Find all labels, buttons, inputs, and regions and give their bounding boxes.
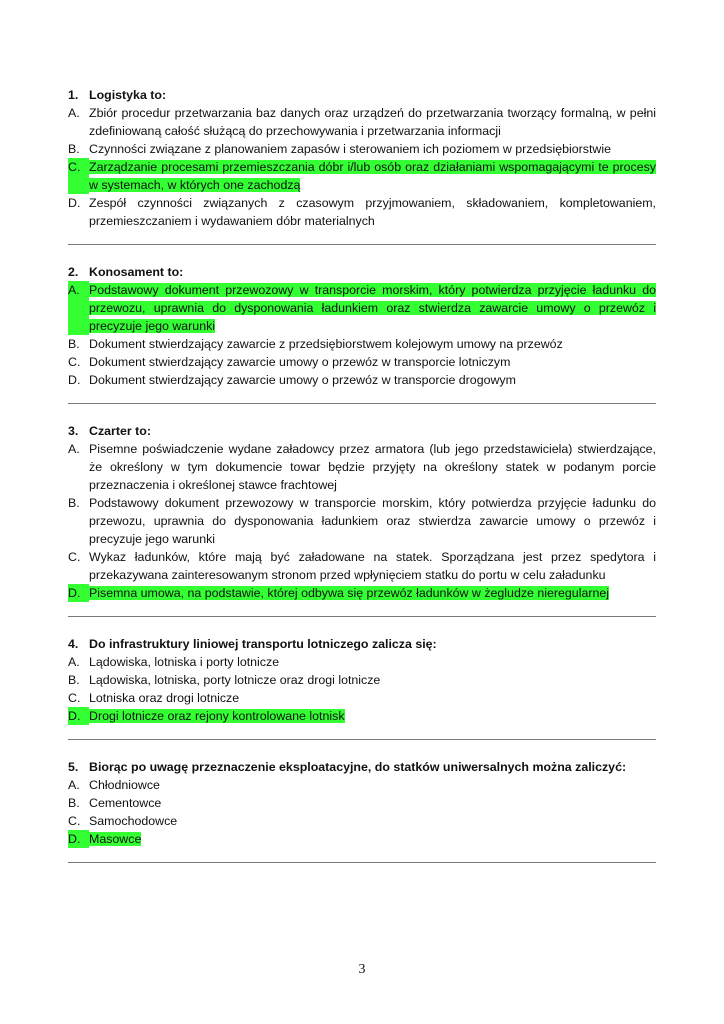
answer-d-correct — [68, 707, 656, 725]
question-title — [68, 86, 656, 104]
answer-text-highlighted: Masowce — [89, 832, 142, 846]
answer-c — [68, 689, 656, 707]
answer-a — [68, 776, 656, 794]
answer-letter: B. — [68, 142, 80, 156]
answer-b — [68, 671, 656, 689]
answer-c-correct — [68, 158, 656, 194]
question-text: Konosament to: — [89, 265, 184, 279]
answer-text: Pisemne poświadczenie wydane załadowcy przez armatora (lub jego przedstawiciela) stwierdzające, że określony w tym dokumencie towar będzie przyjęty na określony statek w podanym porcie przeznaczenia i określonej stawce frachtowej — [89, 442, 656, 492]
question-text: Czarter to: — [89, 424, 151, 438]
answer-text: Lądowiska, lotniska, porty lotnicze oraz drogi lotnicze — [89, 673, 381, 687]
question-title — [68, 422, 656, 440]
divider — [68, 403, 656, 404]
divider — [68, 862, 656, 863]
page-number: 3 — [358, 962, 366, 977]
answer-text: Dokument stwierdzający zawarcie z przedsiębiorstwem kolejowym umowy na przewóz — [89, 337, 563, 351]
answer-text: Wykaz ładunków, które mają być załadowane na statek. Sporządzana jest przez spedytora i przekazywana zainteresowanym stronom przed wpłynięciem statku do portu w celu załadunku — [89, 550, 656, 582]
question-number: 4. — [68, 637, 79, 651]
answer-a — [68, 104, 656, 140]
answer-text: Samochodowce — [89, 814, 178, 828]
answer-text-highlighted: Pisemna umowa, na podstawie, której odbywa się przewóz ładunków w żegludze nieregularnej — [89, 586, 610, 600]
answer-letter: C. — [68, 158, 89, 194]
answer-text: Lądowiska, lotniska i porty lotnicze — [89, 655, 280, 669]
question-title — [68, 758, 656, 776]
answer-letter: C. — [68, 814, 81, 828]
divider — [68, 244, 656, 245]
answer-text: Dokument stwierdzający zawarcie umowy o przewóz w transporcie drogowym — [89, 373, 516, 387]
question-3 — [68, 422, 656, 602]
answer-c — [68, 812, 656, 830]
answer-d — [68, 371, 656, 389]
answer-letter: A. — [68, 106, 80, 120]
answer-text: Cementowce — [89, 796, 162, 810]
answer-text: Podstawowy dokument przewozowy w transporcie morskim, który potwierdza przyjęcie ładunku do przewozu, uprawnia do dysponowania ładunkiem oraz stwierdza zawarcie umowy o przewóz i precyzuje jego warunki — [89, 496, 656, 546]
answer-text: Zbiór procedur przetwarzania baz danych oraz urządzeń do przetwarzania tworzący formalną, w pełni zdefiniowaną całość służącą do przechowywania i przetwarzania informacji — [89, 106, 656, 138]
answer-a — [68, 440, 656, 494]
answer-letter: D. — [68, 707, 89, 725]
answer-letter: C. — [68, 550, 81, 564]
quiz-page — [68, 86, 656, 881]
answer-letter: A. — [68, 778, 80, 792]
question-text: Biorąc po uwagę przeznaczenie eksploatacyjne, do statków uniwersalnych można zaliczyć: — [89, 760, 627, 774]
answer-c — [68, 548, 656, 584]
answer-letter: A. — [68, 442, 80, 456]
answer-letter: C. — [68, 355, 81, 369]
answer-text: Zespół czynności związanych z czasowym przyjmowaniem, składowaniem, kompletowaniem, przemieszczaniem i wydawaniem dóbr materialnych — [89, 196, 656, 228]
answer-b — [68, 335, 656, 353]
answer-letter: B. — [68, 796, 80, 810]
question-5 — [68, 758, 656, 848]
answer-b — [68, 794, 656, 812]
answer-a-correct — [68, 281, 656, 335]
answer-b — [68, 494, 656, 548]
answer-text-highlighted: Drogi lotnicze oraz rejony kontrolowane lotnisk — [89, 709, 345, 723]
question-number: 2. — [68, 265, 79, 279]
answer-b — [68, 140, 656, 158]
answer-letter: B. — [68, 496, 80, 510]
answer-d-correct — [68, 830, 656, 848]
answer-d — [68, 194, 656, 230]
divider — [68, 616, 656, 617]
answer-text: Lotniska oraz drogi lotnicze — [89, 691, 240, 705]
answer-text-highlighted: Zarządzanie procesami przemieszczania dóbr i/lub osób oraz działaniami wspomagającymi te procesy w systemach, w których one zachodzą — [89, 160, 656, 192]
question-title — [68, 635, 656, 653]
question-text: Do infrastruktury liniowej transportu lotniczego zalicza się: — [89, 637, 437, 651]
question-1 — [68, 86, 656, 230]
question-number: 5. — [68, 760, 79, 774]
answer-text: Czynności związane z planowaniem zapasów i sterowaniem ich poziomem w przedsiębiorstwie — [89, 142, 612, 156]
question-2 — [68, 263, 656, 389]
answer-letter: B. — [68, 673, 80, 687]
answer-letter: A. — [68, 281, 89, 335]
question-number: 1. — [68, 88, 79, 102]
answer-letter: D. — [68, 196, 81, 210]
answer-d-correct — [68, 584, 656, 602]
answer-c — [68, 353, 656, 371]
answer-text-highlighted: Podstawowy dokument przewozowy w transporcie morskim, który potwierdza przyjęcie ładunku do przewozu, uprawnia do dysponowania ładunkiem oraz stwierdza zawarcie umowy o przewóz i precyzuje jego warunki — [89, 283, 656, 333]
question-4 — [68, 635, 656, 725]
answer-a — [68, 653, 656, 671]
question-number: 3. — [68, 424, 79, 438]
answer-letter: C. — [68, 691, 81, 705]
answer-text: Chłodniowce — [89, 778, 160, 792]
answer-letter: D. — [68, 830, 89, 848]
divider — [68, 739, 656, 740]
answer-letter: D. — [68, 584, 89, 602]
answer-letter: A. — [68, 655, 80, 669]
question-text: Logistyka to: — [89, 88, 167, 102]
answer-letter: D. — [68, 373, 81, 387]
answer-text: Dokument stwierdzający zawarcie umowy o przewóz w transporcie lotniczym — [89, 355, 511, 369]
answer-letter: B. — [68, 337, 80, 351]
question-title — [68, 263, 656, 281]
